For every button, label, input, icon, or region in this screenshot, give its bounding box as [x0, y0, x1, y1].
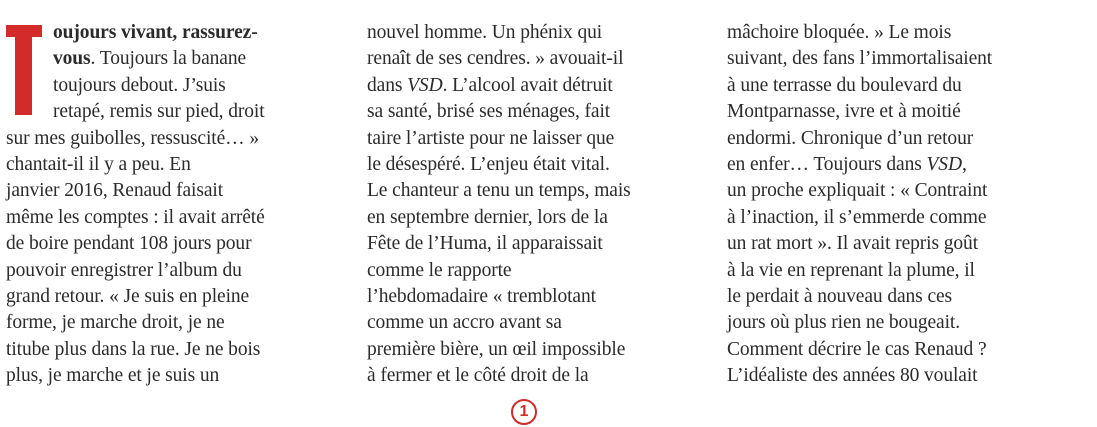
text-line: janvier 2016, Renaud faisait [6, 180, 224, 202]
text-line [727, 152, 1067, 178]
text-line: sur mes guibolles, ressuscité… » [6, 127, 259, 149]
text-line: forme, je marche droit, je ne [6, 312, 225, 334]
body-text: . L’alcool avait détruit [442, 74, 613, 96]
text-line: jours où plus rien ne bougeait. [727, 312, 961, 334]
text-line: L’idéaliste des années 80 voulait [727, 365, 978, 387]
text-line [367, 73, 699, 99]
text-line: comme un accro avant sa [367, 312, 562, 334]
text-line: renaît de ses cendres. » avouait-il [367, 48, 624, 70]
text-line: Le chanteur a tenu un temps, mais [367, 180, 631, 202]
article-column-3 [727, 20, 1067, 390]
text-line: comme le rapporte [367, 259, 512, 281]
text-line: nouvel homme. Un phénix qui [367, 22, 603, 43]
text-line: grand retour. « Je suis en pleine [6, 286, 250, 308]
text-line: Comment décrire le cas Renaud ? [727, 338, 987, 360]
text-line: un rat mort ». Il avait repris goût [727, 233, 979, 255]
text-line [6, 46, 324, 72]
text-line: sa santé, brisé ses ménages, fait [367, 101, 611, 123]
text-line: retapé, remis sur pied, droit [53, 101, 265, 123]
text-line: première bière, un œil impossible [367, 338, 626, 360]
text-line [6, 20, 324, 46]
text-line: Fête de l’Huma, il apparaissait [367, 233, 603, 255]
text-line: le désespéré. L’enjeu était vital. [367, 154, 610, 176]
text-line: mâchoire bloquée. » Le mois [727, 22, 952, 43]
text-line: chantait-il il y a peu. En [6, 154, 191, 176]
text-line: le perdait à nouveau dans ces [727, 286, 953, 308]
lead-text: oujours vivant, rassurez- [53, 22, 258, 43]
magazine-name: VSD [407, 74, 443, 96]
body-text: en enfer… Toujours dans [727, 154, 927, 176]
lead-text: vous [53, 48, 91, 70]
text-line: à fermer et le côté droit de la [367, 365, 589, 387]
text-line: l’hebdomadaire « tremblotant [367, 286, 596, 308]
text-line: endormi. Chronique d’un retour [727, 127, 974, 149]
text-line: à l’inaction, il s’emmerde comme [727, 206, 987, 228]
text-line: suivant, des fans l’immortalisaient [727, 48, 993, 70]
text-line: plus, je marche et je suis un [6, 365, 220, 387]
text-line: toujours debout. J’suis [53, 74, 226, 96]
body-text: . Toujours la banane [90, 48, 247, 70]
footnote-marker-badge: 1 [511, 399, 537, 425]
text-line: pouvoir enregistrer l’album du [6, 259, 242, 281]
text-line: titube plus dans la rue. Je ne bois [6, 338, 261, 360]
text-line: à la vie en reprenant la plume, il [727, 259, 975, 281]
text-line: même les comptes : il avait arrêté [6, 206, 265, 228]
text-line: Montparnasse, ivre et à moitié [727, 101, 961, 123]
text-line: en septembre dernier, lors de la [367, 206, 608, 228]
magazine-name: VSD [926, 154, 962, 176]
text-line: un proche expliquait : « Contraint [727, 180, 988, 202]
body-text: , [961, 154, 967, 176]
article-column-1 [6, 20, 324, 390]
article-column-2 [367, 20, 699, 390]
body-text: dans [367, 74, 408, 96]
text-line: à une terrasse du boulevard du [727, 74, 962, 96]
text-line: taire l’artiste pour ne laisser que [367, 127, 615, 149]
text-line: de boire pendant 108 jours pour [6, 233, 252, 255]
